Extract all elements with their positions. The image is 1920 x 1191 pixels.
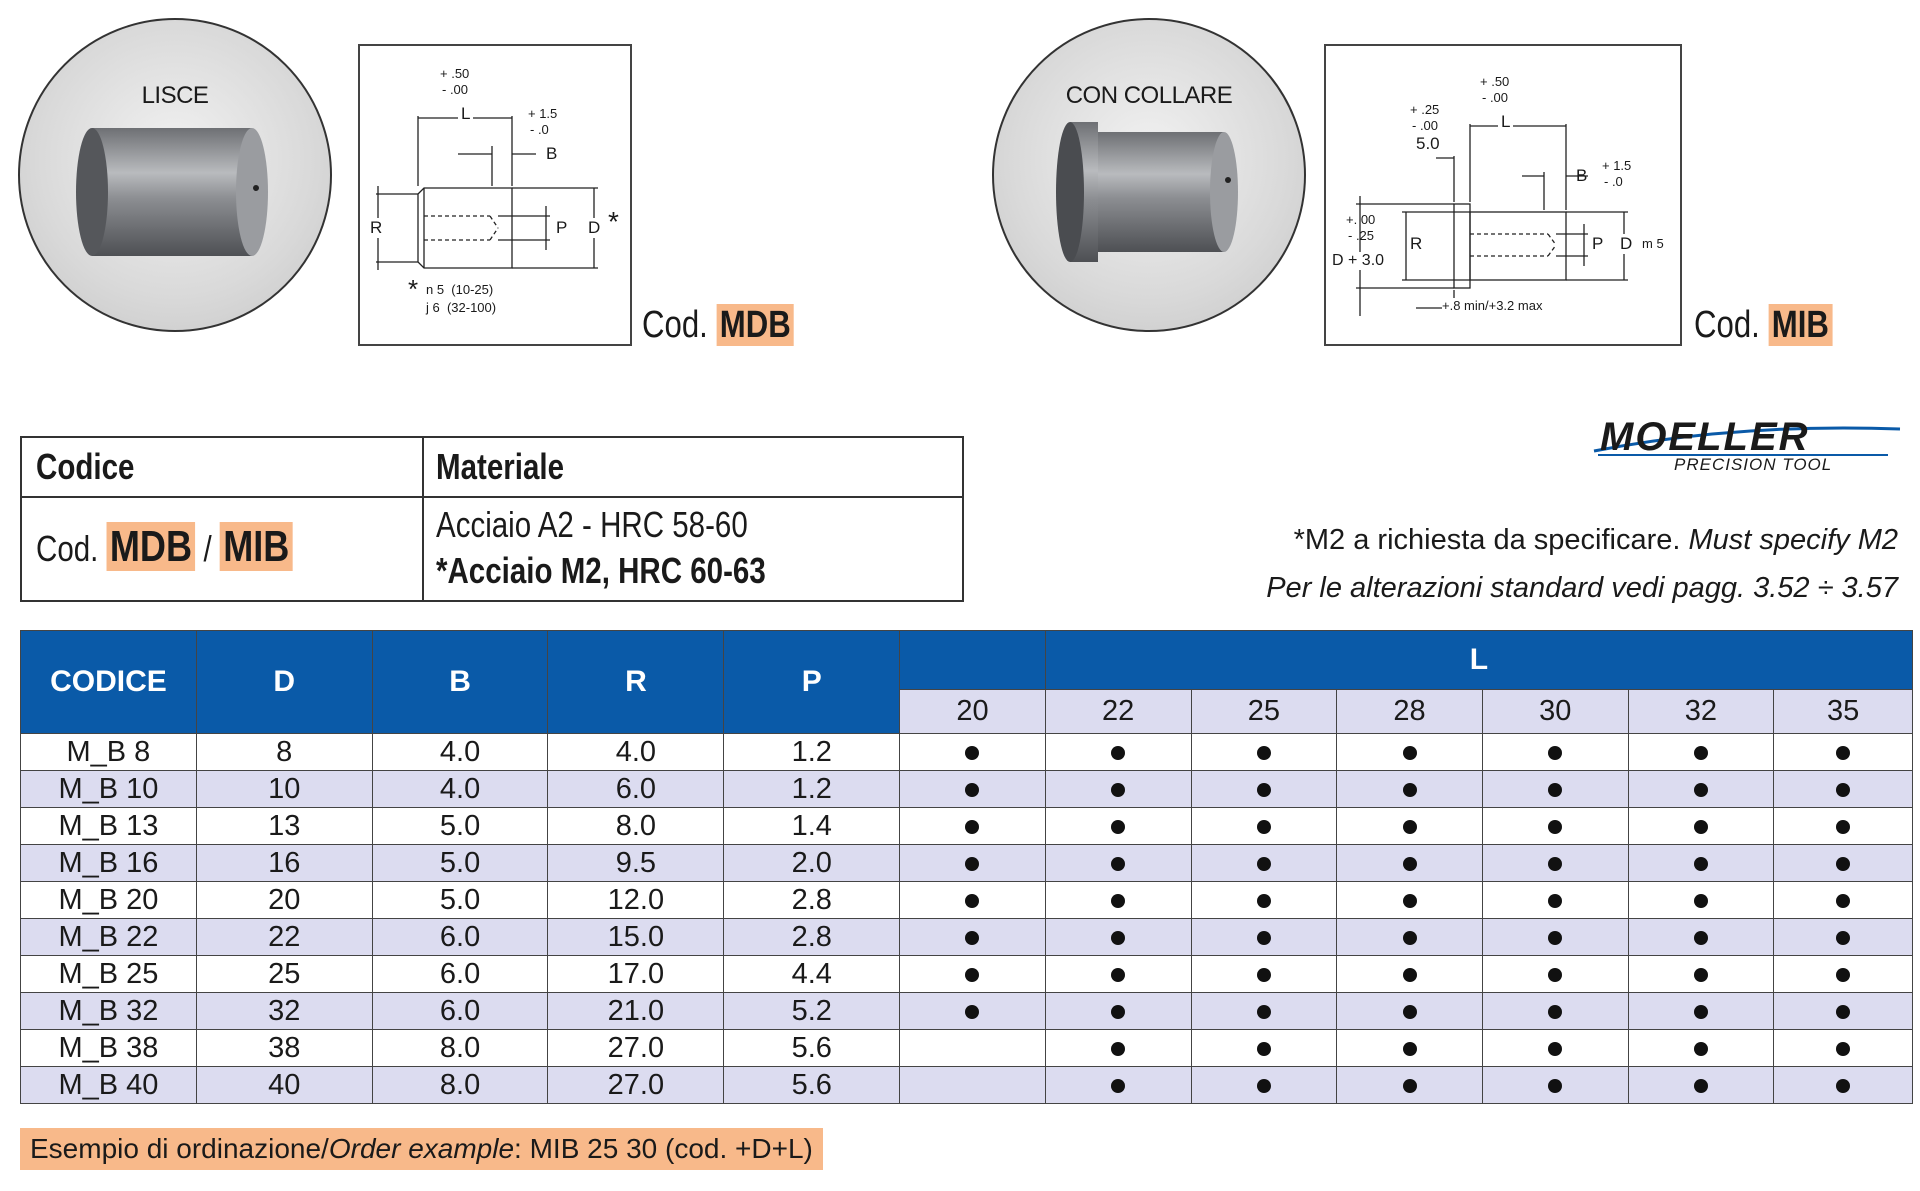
availability-dot [1111,783,1125,797]
mdb-tol-b-top: + 1.5 [528,106,558,121]
availability-dot [1836,1079,1850,1093]
material-code-cell [36,522,293,572]
cell-availability [1774,919,1913,956]
cell-r: 4.0 [548,734,724,771]
availability-dot [1403,1005,1417,1019]
cell-availability [1337,1030,1483,1067]
mib-label-b: B [1576,166,1588,185]
material-table-divider-v [422,438,424,600]
cell-availability [1337,956,1483,993]
cell-availability [1191,1030,1337,1067]
cell-p: 1.4 [724,808,900,845]
availability-dot [1836,746,1850,760]
header-p: P [724,631,900,734]
dimension-table [20,630,1913,1104]
cell-availability [1045,956,1191,993]
availability-dot [965,820,979,834]
cell-availability [900,993,1046,1030]
cell-p: 5.6 [724,1030,900,1067]
material-a2: Acciaio A2 - HRC 58-60 [436,504,748,545]
material-m2: *Acciaio M2, HRC 60-63 [436,550,766,591]
cell-availability [1482,1067,1628,1104]
cell-d: 40 [196,1067,372,1104]
mib-d-head: D + 3.0 [1332,252,1385,269]
availability-dot [1403,1042,1417,1056]
header-r: R [548,631,724,734]
availability-dot [1403,746,1417,760]
cell-availability [1191,808,1337,845]
cell-availability [900,734,1046,771]
cell-availability [1774,771,1913,808]
cell-availability [1482,919,1628,956]
availability-dot [1694,894,1708,908]
cell-availability [1191,882,1337,919]
material-header-material: Materiale [436,446,564,487]
availability-dot [1403,820,1417,834]
header-codice: CODICE [21,631,197,734]
mdb-label-r: R [370,218,383,237]
order-example-italic: Order example [328,1133,515,1164]
availability-dot [1548,857,1562,871]
cell-d: 25 [196,956,372,993]
cell-b: 5.0 [372,882,548,919]
availability-dot [1111,968,1125,982]
cell-r: 27.0 [548,1067,724,1104]
availability-dot [1548,894,1562,908]
cell-p: 2.8 [724,919,900,956]
cell-availability [900,1067,1046,1104]
cell-availability [1191,993,1337,1030]
cell-b: 5.0 [372,845,548,882]
header-l: L [1045,631,1912,690]
availability-dot [1694,1042,1708,1056]
technical-drawing-mdb [358,44,632,346]
cell-p: 1.2 [724,734,900,771]
cell-availability [1045,882,1191,919]
availability-dot [1257,1042,1271,1056]
availability-dot [965,931,979,945]
mib-tol-d-top: +. 00 [1346,212,1376,227]
code-value-mib: MIB [1768,304,1832,346]
table-row [21,1067,1913,1104]
cell-d: 8 [196,734,372,771]
cell-availability [900,1030,1046,1067]
material-code-mib: MIB [220,522,293,571]
availability-dot [965,894,979,908]
availability-dot [1548,968,1562,982]
mdb-label-p: P [556,218,568,237]
material-code-prefix: Cod. [36,528,99,569]
cell-r: 27.0 [548,1030,724,1067]
code-value-mdb: MDB [716,304,794,346]
technical-drawing-mib [1324,44,1682,346]
cell-b: 5.0 [372,808,548,845]
cell-availability [1045,993,1191,1030]
material-table-divider-h [22,496,962,498]
cell-availability [1774,1030,1913,1067]
cell-b: 4.0 [372,771,548,808]
mib-tol-l-bottom: - .00 [1482,90,1509,105]
cell-b: 8.0 [372,1030,548,1067]
cell-availability [1482,882,1628,919]
availability-dot [1257,857,1271,871]
availability-dot [1548,783,1562,797]
cell-r: 12.0 [548,882,724,919]
availability-dot [965,968,979,982]
table-row [21,1030,1913,1067]
availability-dot [1111,1079,1125,1093]
availability-dot [1836,894,1850,908]
cell-availability [1774,808,1913,845]
table-row [21,993,1913,1030]
header-l-spacer [900,631,1046,690]
mib-tol-d-bottom: - .25 [1348,228,1375,243]
availability-dot [1694,746,1708,760]
code-label-mib [1694,304,1832,347]
order-example-rest: : MIB 25 30 (cod. +D+L) [514,1133,813,1164]
code-prefix: Cod. [1694,304,1760,346]
cell-availability [1337,919,1483,956]
alterations-note: Per le alterazioni standard vedi pagg. 3.52 ÷ 3.57 [1266,572,1898,604]
moeller-logo [1588,415,1908,475]
mdb-tol-b-bottom: - .0 [530,122,549,137]
mdb-asterisk: * [608,206,619,237]
cell-code: M_B 8 [21,734,197,771]
cell-availability [1045,1067,1191,1104]
cell-code: M_B 16 [21,845,197,882]
cell-b: 8.0 [372,1067,548,1104]
availability-dot [1111,820,1125,834]
header-l-value: 20 [900,690,1046,734]
table-row [21,919,1913,956]
m2-note-italic: Must specify M2 [1688,524,1898,556]
availability-dot [1836,1005,1850,1019]
cell-code: M_B 22 [21,919,197,956]
table-body [21,734,1913,1104]
cell-availability [1191,956,1337,993]
availability-dot [1694,1005,1708,1019]
mib-tol-collar-bottom: - .00 [1412,118,1439,133]
table-row [21,956,1913,993]
header-l-value: 28 [1337,690,1483,734]
mdb-fit-j6: j 6 (32-100) [426,300,497,315]
moeller-logo-sub: PRECISION TOOL [1674,455,1833,474]
availability-dot [965,783,979,797]
cell-availability [1337,771,1483,808]
cell-availability [1045,734,1191,771]
cell-p: 2.8 [724,882,900,919]
availability-dot [1548,746,1562,760]
cell-availability [900,845,1046,882]
cell-b: 4.0 [372,734,548,771]
moeller-logo-name: MOELLER [1600,415,1810,459]
mdb-tol-l-top: + .50 [440,66,470,81]
mib-label-p: P [1592,234,1604,253]
availability-dot [1694,820,1708,834]
cell-code: M_B 25 [21,956,197,993]
availability-dot [1548,820,1562,834]
header-l-value: 22 [1045,690,1191,734]
availability-dot [1257,820,1271,834]
cell-availability [1628,956,1774,993]
availability-dot [1257,894,1271,908]
m2-note [1294,524,1898,557]
product-label-lisce: LISCE [141,82,209,109]
table-row [21,882,1913,919]
material-code-separator: / [203,528,212,569]
cell-availability [900,956,1046,993]
availability-dot [1836,857,1850,871]
table-row [21,734,1913,771]
cell-d: 20 [196,882,372,919]
availability-dot [1548,1079,1562,1093]
cell-availability [1482,1030,1628,1067]
availability-dot [1548,1042,1562,1056]
cell-availability [1482,956,1628,993]
header-l-value: 35 [1774,690,1913,734]
cell-r: 6.0 [548,771,724,808]
cell-d: 22 [196,919,372,956]
cell-b: 6.0 [372,956,548,993]
availability-dot [1257,746,1271,760]
cell-d: 32 [196,993,372,1030]
cell-availability [900,882,1046,919]
availability-dot [1836,1042,1850,1056]
cell-availability [900,771,1046,808]
cell-availability [1628,882,1774,919]
availability-dot [1694,968,1708,982]
mib-fit-m5: m 5 [1642,236,1664,251]
availability-dot [1111,857,1125,871]
cell-r: 9.5 [548,845,724,882]
availability-dot [1548,931,1562,945]
cell-d: 10 [196,771,372,808]
availability-dot [1257,968,1271,982]
cell-p: 5.2 [724,993,900,1030]
cell-code: M_B 40 [21,1067,197,1104]
cell-availability [1337,1067,1483,1104]
mib-label-l: L [1498,112,1513,132]
cell-code: M_B 32 [21,993,197,1030]
cell-availability [1774,956,1913,993]
header-b: B [372,631,548,734]
cell-code: M_B 38 [21,1030,197,1067]
availability-dot [1257,1079,1271,1093]
cell-availability [1628,771,1774,808]
mib-label-r: R [1410,234,1423,253]
material-header-code: Codice [36,446,135,487]
cell-availability [900,919,1046,956]
table-row [21,808,1913,845]
availability-dot [1111,894,1125,908]
cell-availability [1045,771,1191,808]
availability-dot [1836,820,1850,834]
cell-availability [1191,771,1337,808]
cell-availability [1482,845,1628,882]
cell-d: 16 [196,845,372,882]
code-label-mdb [642,304,794,347]
cell-p: 4.4 [724,956,900,993]
availability-dot [1403,968,1417,982]
cell-p: 2.0 [724,845,900,882]
cell-availability [1337,808,1483,845]
cell-availability [1337,734,1483,771]
cell-availability [1191,845,1337,882]
mib-collar-value: 5.0 [1416,134,1440,153]
cell-availability [1337,993,1483,1030]
availability-dot [1836,783,1850,797]
cell-r: 21.0 [548,993,724,1030]
product-photo-mib [992,18,1306,332]
cell-availability [1337,882,1483,919]
cell-availability [1628,845,1774,882]
code-prefix: Cod. [642,304,708,346]
cell-availability [1045,808,1191,845]
cell-availability [1191,1067,1337,1104]
cell-availability [1628,1030,1774,1067]
availability-dot [1403,1079,1417,1093]
cell-availability [1628,1067,1774,1104]
mdb-label-d: D [588,218,601,237]
cell-availability [1774,734,1913,771]
cell-p: 1.2 [724,771,900,808]
mib-label-d: D [1620,234,1633,253]
table-row [21,845,1913,882]
cell-b: 6.0 [372,919,548,956]
order-example-regular: Esempio di ordinazione/ [30,1133,329,1164]
availability-dot [965,1005,979,1019]
cell-d: 13 [196,808,372,845]
mdb-label-b: B [546,144,558,163]
cell-r: 15.0 [548,919,724,956]
cell-r: 17.0 [548,956,724,993]
availability-dot [1403,783,1417,797]
cell-code: M_B 13 [21,808,197,845]
cell-availability [1774,993,1913,1030]
cell-availability [1482,734,1628,771]
availability-dot [1694,931,1708,945]
pin-illustration-con-collare [994,20,1308,334]
availability-dot [1111,1005,1125,1019]
mib-tol-b-bottom: - .0 [1604,174,1623,189]
availability-dot [1257,1005,1271,1019]
order-example [20,1128,823,1170]
cell-code: M_B 20 [21,882,197,919]
availability-dot [1694,783,1708,797]
availability-dot [965,746,979,760]
header-l-value: 30 [1482,690,1628,734]
cell-availability [1628,993,1774,1030]
product-photo-mdb [18,18,332,332]
material-table [20,436,964,602]
availability-dot [1257,783,1271,797]
mdb-fit-n5: n 5 (10-25) [426,282,494,297]
availability-dot [1694,857,1708,871]
m2-note-regular: *M2 a richiesta da specificare. [1293,524,1689,556]
cell-availability [1482,808,1628,845]
mib-tol-collar-top: + .25 [1410,102,1440,117]
mdb-asterisk-note: * [408,274,419,304]
cell-availability [1774,882,1913,919]
material-code-mdb: MDB [107,522,196,571]
cell-p: 5.6 [724,1067,900,1104]
header-l-value: 32 [1628,690,1774,734]
cell-code: M_B 10 [21,771,197,808]
cell-availability [1774,1067,1913,1104]
cell-availability [1191,734,1337,771]
cell-availability [1045,845,1191,882]
availability-dot [1111,746,1125,760]
availability-dot [965,857,979,871]
availability-dot [1836,931,1850,945]
cell-availability [1482,993,1628,1030]
availability-dot [1111,931,1125,945]
cell-availability [1774,845,1913,882]
cell-availability [1482,771,1628,808]
cell-r: 8.0 [548,808,724,845]
availability-dot [1257,931,1271,945]
cell-availability [1628,808,1774,845]
availability-dot [1836,968,1850,982]
product-label-con-collare: CON COLLARE [1065,82,1233,109]
availability-dot [1403,931,1417,945]
mib-runout: +.8 min/+3.2 max [1442,298,1543,313]
cell-availability [1191,919,1337,956]
availability-dot [1111,1042,1125,1056]
cell-availability [1628,734,1774,771]
mdb-tol-l-bottom: - .00 [442,82,469,97]
cell-availability [1045,919,1191,956]
cell-availability [1628,919,1774,956]
availability-dot [1548,1005,1562,1019]
mdb-label-l: L [458,104,473,124]
cell-d: 38 [196,1030,372,1067]
header-l-value: 25 [1191,690,1337,734]
availability-dot [1403,857,1417,871]
header-d: D [196,631,372,734]
cell-availability [1337,845,1483,882]
cell-availability [900,808,1046,845]
availability-dot [1694,1079,1708,1093]
pin-illustration-lisce [20,20,334,334]
mib-tol-l-top: + .50 [1480,74,1510,89]
cell-b: 6.0 [372,993,548,1030]
cell-availability [1045,1030,1191,1067]
mib-tol-b-top: + 1.5 [1602,158,1632,173]
table-row [21,771,1913,808]
availability-dot [1403,894,1417,908]
